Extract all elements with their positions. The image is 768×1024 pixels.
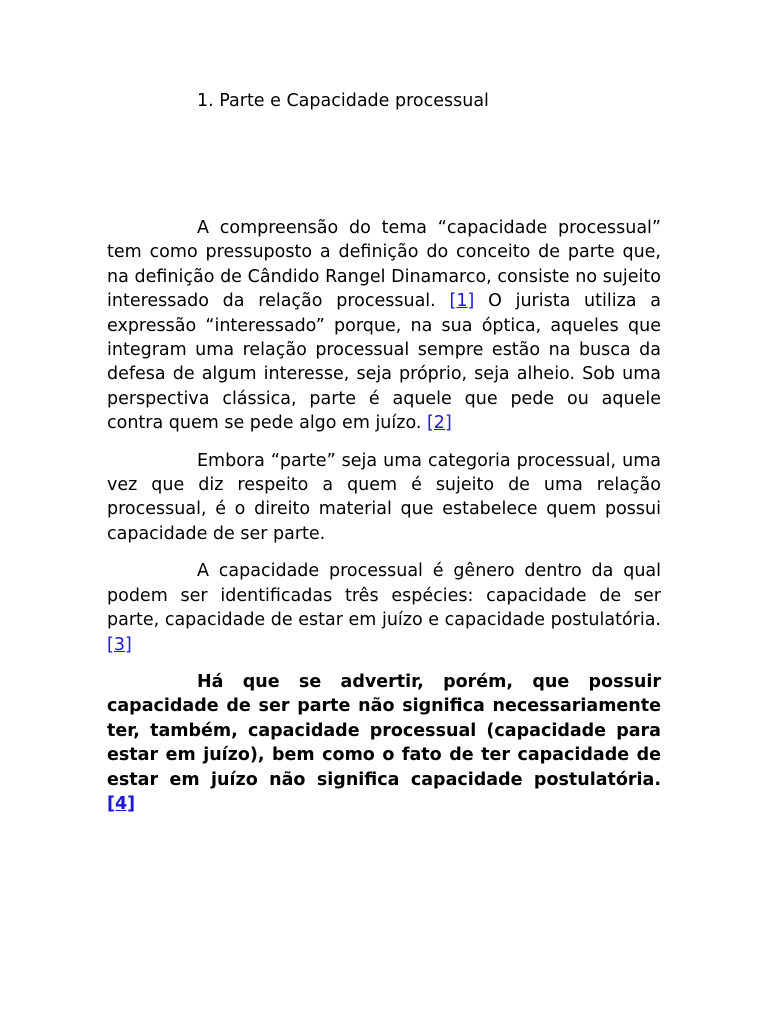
footnote-link-1[interactable]: [1] <box>449 291 475 312</box>
document-body <box>107 216 661 816</box>
paragraph-3-text: A capacidade processual é gênero dentro da qual podem ser identificadas três espécies: capacidade de ser parte, capacidade de estar em juízo e capacidade postulatória. <box>107 561 661 631</box>
section-heading: 1. Parte e Capacidade processual <box>197 91 489 111</box>
paragraph-1 <box>107 216 661 436</box>
paragraph-1-text: A compreensão do tema “capacidade processual” tem como pressuposto a definição do conceito de parte que, na definição de Cândido Rangel Dinamarco, consiste no sujeito interessado da relação processual. <box>107 218 661 312</box>
footnote-link-3[interactable]: [3] <box>107 634 132 655</box>
paragraph-2-text: Embora “parte” seja uma categoria processual, uma vez que diz respeito a quem é sujeito de uma relação processual, é o direito material que estabelece quem possui capacidade de ser parte. <box>107 450 661 544</box>
document-page <box>107 88 661 829</box>
footnote-link-2[interactable]: [2] <box>426 413 452 434</box>
paragraph-2 <box>107 449 661 547</box>
footnote-link-4[interactable]: [4] <box>107 793 136 814</box>
paragraph-3 <box>107 559 661 657</box>
paragraph-4 <box>107 670 661 816</box>
paragraph-1-text-after: O jurista utiliza a expressão “interessado” porque, na sua óptica, aqueles que integram uma relação processual sempre estão na busca da defesa de algum interesse, seja próprio, seja alheio. Sob uma perspectiva clássica, parte é aquele que pede ou aquele contra quem se pede algo em juízo. <box>107 291 661 434</box>
paragraph-4-text: Há que se advertir, porém, que possuir capacidade de ser parte não significa necessariamente ter, também, capacidade processual (capacidade para estar em juízo), bem como o fato de ter capacidade de estar em juízo não significa capacidade postulatória. <box>107 671 661 790</box>
